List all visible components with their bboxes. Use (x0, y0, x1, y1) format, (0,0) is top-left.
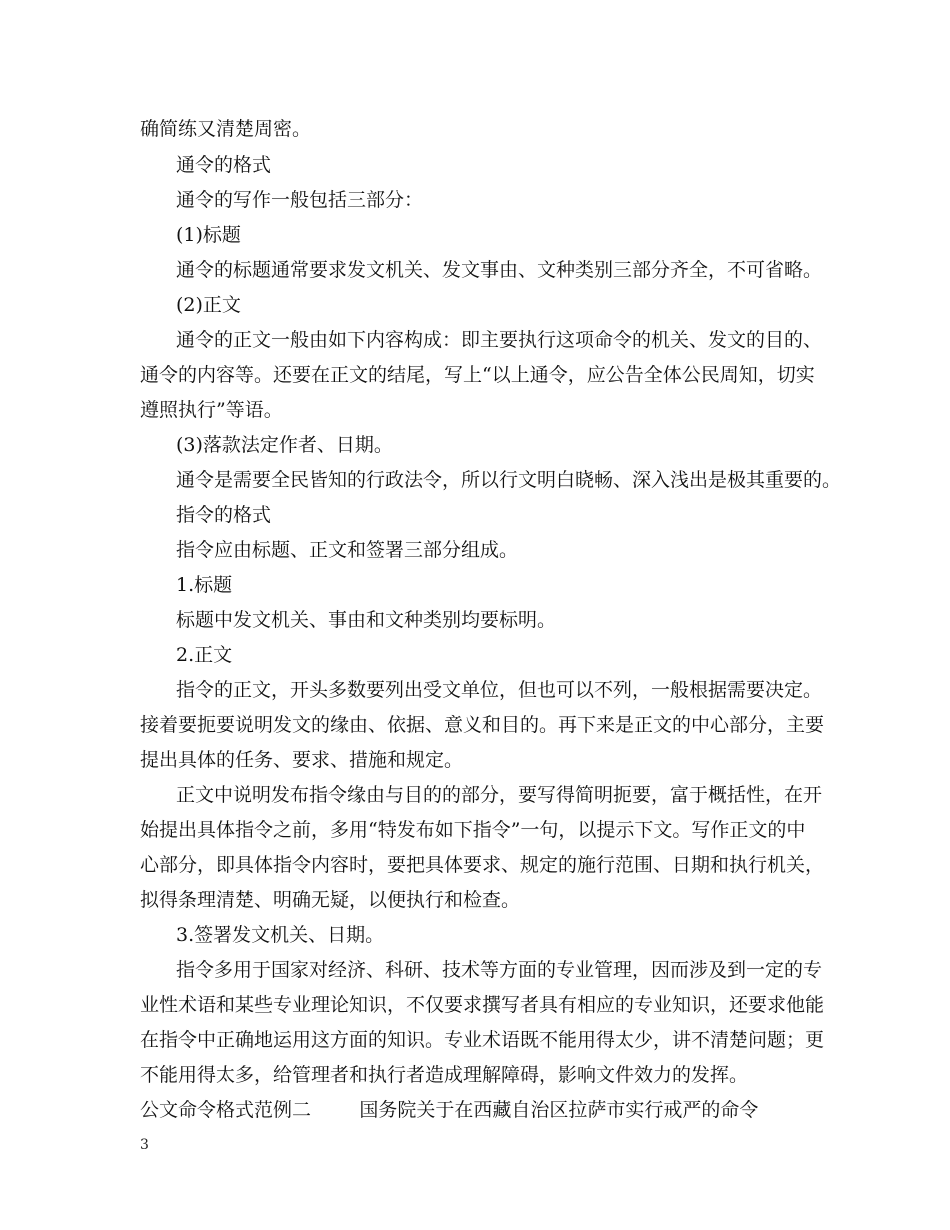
text-line: 不能用得太多，给管理者和执行者造成理解障碍，影响文件效力的发挥。 (140, 1064, 749, 1086)
subsection-heading: 2.正文 (176, 644, 233, 666)
text-line: 通令是需要全民皆知的行政法令，所以行文明白晓畅、深入浅出是极其重要的。 (176, 469, 842, 491)
text-line: 遵照执行”等语。 (140, 399, 283, 421)
page-number: 3 (140, 1137, 149, 1153)
text-line: 指令的正文，开头多数要列出受文单位，但也可以不列，一般根据需要决定。 (176, 679, 823, 701)
text-line: 指令应由标题、正文和签署三部分组成。 (176, 539, 519, 561)
section-heading: 通令的格式 (176, 154, 272, 176)
subsection-heading: 1.标题 (176, 574, 233, 596)
text-line: 业性术语和某些专业理论知识，不仅要求撰写者具有相应的专业知识，还要求他能 (140, 994, 825, 1016)
text-line: 提出具体的任务、要求、措施和规定。 (140, 749, 464, 771)
text-line: 通令的标题通常要求发文机关、发文事由、文种类别三部分齐全，不可省略。 (176, 259, 823, 281)
text-line: 在指令中正确地运用这方面的知识。专业术语既不能用得太少，讲不清楚问题；更 (140, 1029, 825, 1051)
subsection-heading: (2)正文 (176, 294, 241, 316)
subsection-heading: (3)落款法定作者、日期。 (176, 434, 393, 456)
text-line: 心部分，即具体指令内容时，要把具体要求、规定的施行范围、日期和执行机关， (140, 854, 825, 876)
text-line: 确简练又清楚周密。 (140, 118, 312, 140)
text-line: 接着要扼要说明发文的缘由、依据、意义和目的。再下来是正文的中心部分，主要 (140, 714, 825, 736)
example-title-line: 公文命令格式范例二 国务院关于在西藏自治区拉萨市实行戒严的命令 (140, 1099, 759, 1121)
text-line: 指令多用于国家对经济、科研、技术等方面的专业管理，因而涉及到一定的专 (176, 959, 823, 981)
subsection-heading: (1)标题 (176, 224, 241, 246)
text-line: 始提出具体指令之前，多用“特发布如下指令”一句，以提示下文。写作正文的中 (140, 819, 806, 841)
subsection-heading: 3.签署发文机关、日期。 (176, 924, 385, 946)
text-line: 通令的写作一般包括三部分： (176, 189, 424, 211)
text-line: 通令的内容等。还要在正文的结尾，写上“以上通令，应公告全体公民周知，切实 (140, 364, 815, 386)
text-line: 正文中说明发布指令缘由与目的的部分，要写得简明扼要，富于概括性，在开 (176, 784, 823, 806)
section-heading: 指令的格式 (176, 504, 272, 526)
text-line: 通令的正文一般由如下内容构成：即主要执行这项命令的机关、发文的目的、 (176, 329, 823, 351)
text-line: 标题中发文机关、事由和文种类别均要标明。 (176, 609, 557, 631)
text-line: 拟得条理清楚、明确无疑，以便执行和检查。 (140, 889, 521, 911)
